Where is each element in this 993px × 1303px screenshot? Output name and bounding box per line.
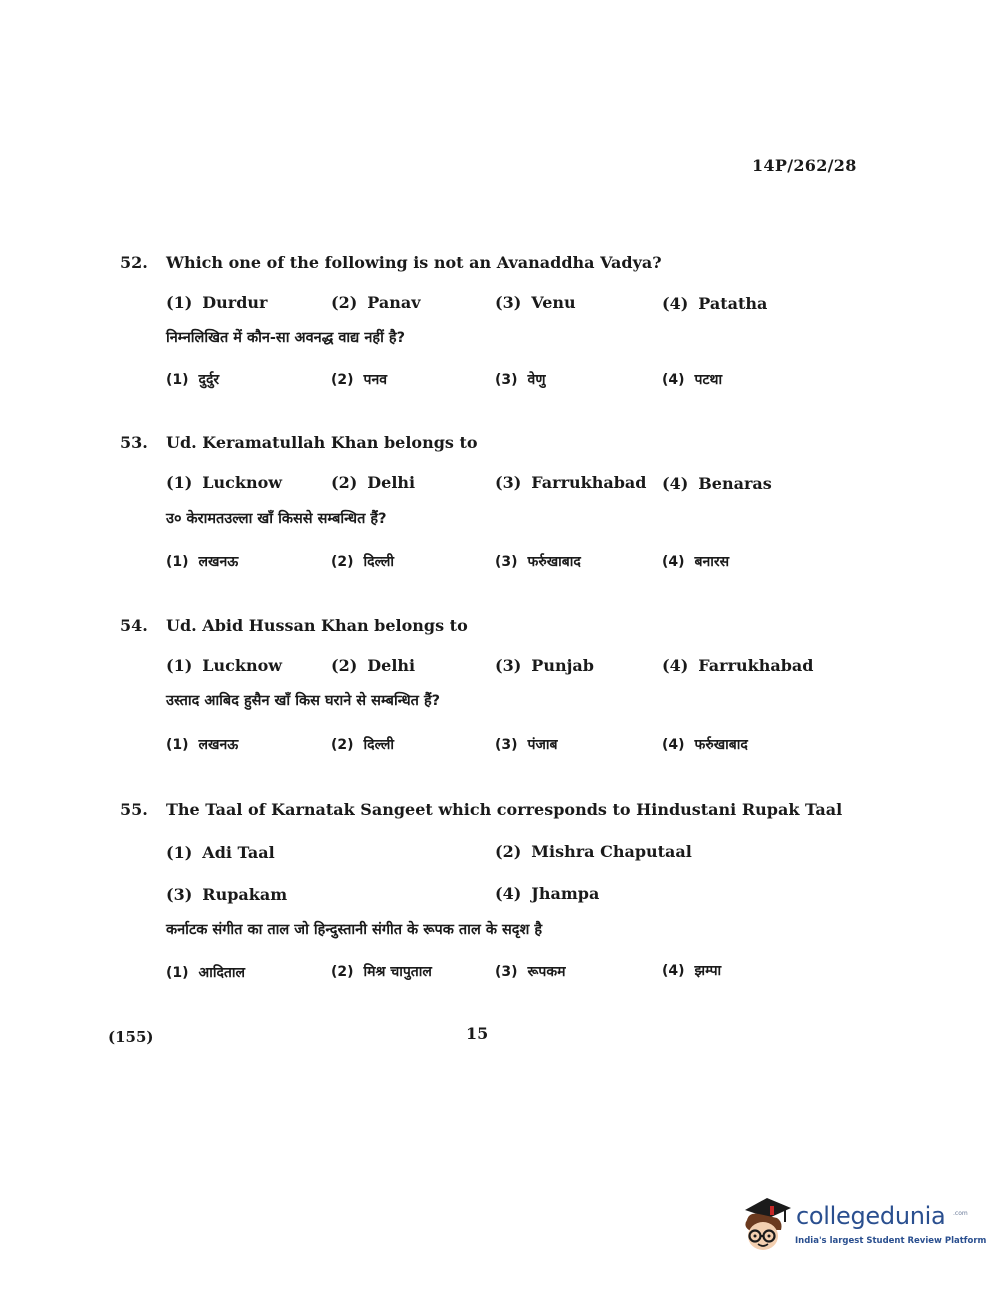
option-2-hi: (2) दिल्ली <box>331 554 395 570</box>
question-number: 52. <box>120 253 148 272</box>
booklet-code: (155) <box>108 1028 154 1046</box>
option-3-hi: (3) वेणु <box>495 372 546 388</box>
option-1-en: (1) Lucknow <box>166 473 283 492</box>
option-4-en: (4) Patatha <box>662 294 768 313</box>
option-4-en: (4) Benaras <box>662 474 772 493</box>
option-1-hi: (1) लखनऊ <box>166 737 239 753</box>
option-2-en: (2) Delhi <box>331 473 416 492</box>
option-2-hi: (2) मिश्र चापुताल <box>331 964 432 980</box>
question-number: 53. <box>120 433 148 452</box>
option-2-hi: (2) पनव <box>331 372 388 388</box>
option-3-en: (3) Venu <box>495 293 576 312</box>
question-number: 54. <box>120 616 148 635</box>
option-1-hi: (1) लखनऊ <box>166 554 239 570</box>
option-4-en: (4) Jhampa <box>495 884 600 903</box>
question-text-en: Which one of the following is not an Avanaddha Vadya? <box>166 253 662 272</box>
option-4-hi: (4) बनारस <box>662 554 730 570</box>
option-3-hi: (3) रूपकम <box>495 964 566 980</box>
question-text-en: The Taal of Karnatak Sangeet which corresponds to Hindustani Rupak Taal <box>166 800 843 819</box>
option-4-en: (4) Farrukhabad <box>662 656 814 675</box>
student-mascot-icon <box>737 1196 795 1258</box>
option-3-hi: (3) फर्रुखाबाद <box>495 554 581 570</box>
collegedunia-logo <box>737 1196 987 1258</box>
option-3-en: (3) Farrukhabad <box>495 473 647 492</box>
question-text-hi: कर्नाटक संगीत का ताल जो हिन्दुस्तानी संगीत के रूपक ताल के सदृश है <box>166 922 543 938</box>
option-1-hi: (1) दुर्दुर <box>166 372 220 388</box>
logo-suffix: .com <box>953 1210 968 1217</box>
option-4-hi: (4) पटथा <box>662 372 723 388</box>
option-2-en: (2) Mishra Chaputaal <box>495 842 692 861</box>
option-4-hi: (4) झम्पा <box>662 963 722 979</box>
question-text-en: Ud. Keramatullah Khan belongs to <box>166 433 478 452</box>
option-2-hi: (2) दिल्ली <box>331 737 395 753</box>
question-text-hi: निम्नलिखित में कौन-सा अवनद्ध वाद्य नहीं है? <box>166 330 406 346</box>
option-1-en: (1) Lucknow <box>166 656 283 675</box>
option-1-hi: (1) आदिताल <box>166 965 246 981</box>
question-text-en: Ud. Abid Hussan Khan belongs to <box>166 616 468 635</box>
option-3-en: (3) Rupakam <box>166 885 288 904</box>
logo-wordmark: collegedunia <box>796 1202 946 1230</box>
question-text-hi: उस्ताद आबिद हुसैन खाँ किस घराने से सम्बन्धित हैं? <box>166 693 441 709</box>
question-text-hi: उ० केरामतउल्ला खाँ किससे सम्बन्धित हैं? <box>166 511 387 527</box>
question-number: 55. <box>120 800 148 819</box>
page-number: 15 <box>466 1024 489 1043</box>
option-2-en: (2) Delhi <box>331 656 416 675</box>
option-3-en: (3) Punjab <box>495 656 594 675</box>
option-3-hi: (3) पंजाब <box>495 737 558 753</box>
logo-tagline: India's largest Student Review Platform <box>795 1236 987 1246</box>
option-2-en: (2) Panav <box>331 293 421 312</box>
option-1-en: (1) Durdur <box>166 293 268 312</box>
option-1-en: (1) Adi Taal <box>166 843 275 862</box>
page-code: 14P/262/28 <box>752 156 857 175</box>
option-4-hi: (4) फर्रुखाबाद <box>662 737 748 753</box>
